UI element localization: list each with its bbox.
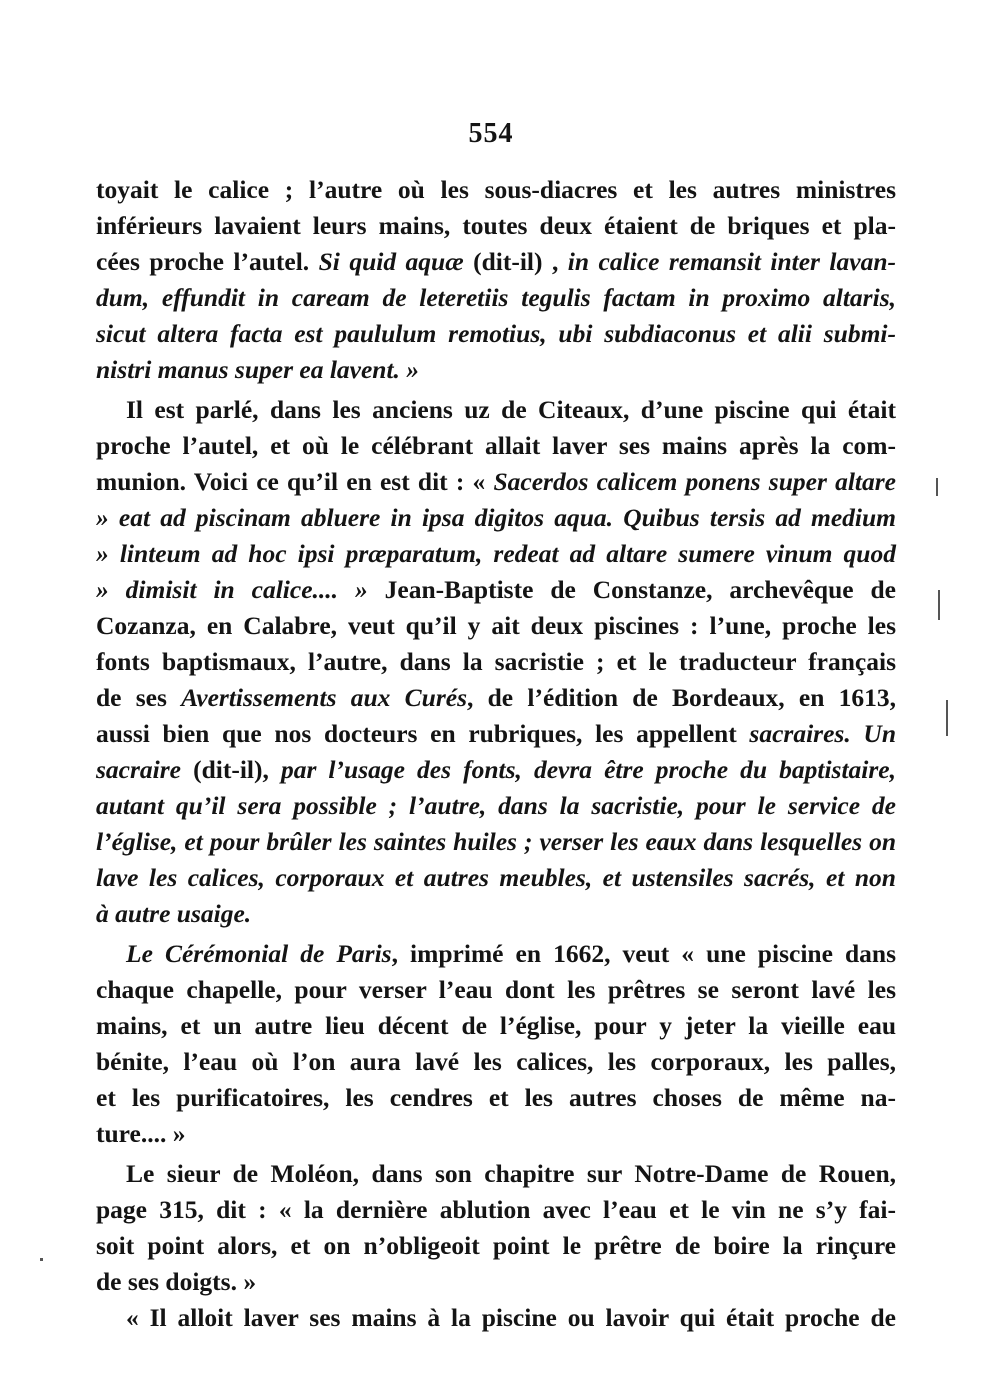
italic-segment: » linteum ad hoc ipsi præparatum, redeat ad altare sumere vinum quod	[96, 539, 896, 568]
text-segment: de ses doigts. »	[96, 1267, 257, 1296]
text-line	[96, 752, 896, 788]
margin-mark	[936, 478, 938, 496]
text-segment: Jean-Baptiste de Constanze, archevêque de	[367, 575, 896, 604]
margin-mark	[938, 590, 940, 620]
text-segment: de ses	[96, 683, 182, 712]
italic-segment: par l’usage des fonts, devra être proche du baptistaire,	[280, 755, 897, 784]
text-line	[96, 1192, 896, 1228]
text-line	[96, 572, 896, 608]
text-segment: bénite, l’eau où l’on aura lavé les calices, les corporaux, les palles,	[96, 1047, 896, 1076]
text-line	[96, 316, 896, 352]
text-line	[96, 644, 896, 680]
text-line	[96, 896, 896, 932]
text-line	[96, 788, 896, 824]
text-line	[96, 280, 896, 316]
text-segment: soit point alors, et on n’obligeoit point le prêtre de boire la rinçure	[96, 1231, 896, 1260]
text-line	[96, 352, 896, 388]
text-segment: cées proche l’autel.	[96, 247, 319, 276]
text-segment: et les purificatoires, les cendres et les autres choses de même na-	[96, 1083, 896, 1112]
text-segment: aussi bien que nos docteurs en rubriques, les appellent	[96, 719, 750, 748]
text-line	[96, 680, 896, 716]
margin-mark	[946, 700, 948, 736]
text-line	[96, 500, 896, 536]
italic-segment: sicut altera facta est paululum remotius, ubi subdiaconus et alii submi-	[96, 319, 896, 348]
italic-segment: sacraires. Un	[749, 719, 897, 748]
text-segment: proche l’autel, et où le célébrant allait laver ses mains après la com-	[96, 431, 896, 460]
text-segment: inférieurs lavaient leurs mains, toutes deux étaient de briques et pla-	[96, 211, 896, 240]
text-line	[96, 172, 896, 208]
text-line	[96, 1080, 896, 1116]
italic-segment: sacraire	[96, 755, 181, 784]
text-segment: (dit-il),	[181, 755, 281, 784]
margin-mark	[40, 1258, 43, 1261]
text-line	[96, 1264, 896, 1300]
text-line	[96, 1044, 896, 1080]
text-segment: page 315, dit : « la dernière ablution avec l’eau et le vin ne s’y fai-	[96, 1195, 896, 1224]
text-segment: chaque chapelle, pour verser l’eau dont les prêtres se seront lavé les	[96, 975, 896, 1004]
italic-segment: Le Cérémonial de Paris	[126, 939, 392, 968]
text-line	[96, 536, 896, 572]
text-line	[96, 428, 896, 464]
text-segment: toyait le calice ; l’autre où les sous-diacres et les autres ministres	[96, 175, 896, 204]
text-line	[126, 392, 896, 428]
text-segment: ture.... »	[96, 1119, 186, 1148]
text-line	[96, 464, 896, 500]
italic-segment: autant qu’il sera possible ; l’autre, dans la sacristie, pour le service de	[96, 791, 896, 820]
text-line	[126, 1300, 896, 1336]
italic-segment: » eat ad piscinam abluere in ipsa digitos aqua. Quibus tersis ad medium	[96, 503, 896, 532]
text-line	[96, 208, 896, 244]
text-line	[96, 608, 896, 644]
text-line	[126, 1156, 896, 1192]
italic-segment: nistri manus super ea lavent. »	[96, 355, 420, 384]
text-line	[126, 936, 896, 972]
italic-segment: Si quid aquæ	[318, 247, 464, 276]
text-segment: , de l’édition de Bordeaux, en 1613,	[467, 683, 896, 712]
text-segment: mains, et un autre lieu décent de l’église, pour y jeter la vieille eau	[96, 1011, 896, 1040]
italic-segment: dum, effundit in caream de leteretiis tegulis factam in proximo altaris,	[96, 283, 896, 312]
text-line	[96, 716, 896, 752]
text-segment: fonts baptismaux, l’autre, dans la sacristie ; et le traducteur français	[96, 647, 896, 676]
text-line	[96, 1228, 896, 1264]
text-line	[96, 244, 896, 280]
text-segment: munion. Voici ce qu’il en est dit : «	[96, 467, 494, 496]
text-segment: (dit-il) ,	[463, 247, 568, 276]
text-segment: Cozanza, en Calabre, veut qu’il y ait deux piscines : l’une, proche les	[96, 611, 896, 640]
text-line	[96, 1008, 896, 1044]
italic-segment: l’église, et pour brûler les saintes huiles ; verser les eaux dans lesquelles on	[96, 827, 896, 856]
italic-segment: lave les calices, corporaux et autres meubles, et ustensiles sacrés, et non	[96, 863, 896, 892]
text-segment: « Il alloit laver ses mains à la piscine ou lavoir qui était proche de	[126, 1303, 896, 1332]
text-segment: , imprimé en 1662, veut « une piscine dans	[391, 939, 896, 968]
italic-segment: à autre usaige.	[96, 899, 252, 928]
italic-segment: Sacerdos calicem ponens super altare	[493, 467, 896, 496]
italic-segment: in calice remansit inter lavan-	[567, 247, 897, 276]
italic-segment: » dimisit in calice.... »	[96, 575, 368, 604]
text-line	[96, 860, 896, 896]
text-line	[96, 972, 896, 1008]
text-segment: Le sieur de Moléon, dans son chapitre sur Notre-Dame de Rouen,	[126, 1159, 896, 1188]
page-number: 554	[468, 118, 514, 149]
text-segment: Il est parlé, dans les anciens uz de Citeaux, d’une piscine qui était	[126, 395, 896, 424]
text-line	[96, 1116, 896, 1152]
italic-segment: Avertissements aux Curés	[181, 683, 468, 712]
text-line	[96, 824, 896, 860]
